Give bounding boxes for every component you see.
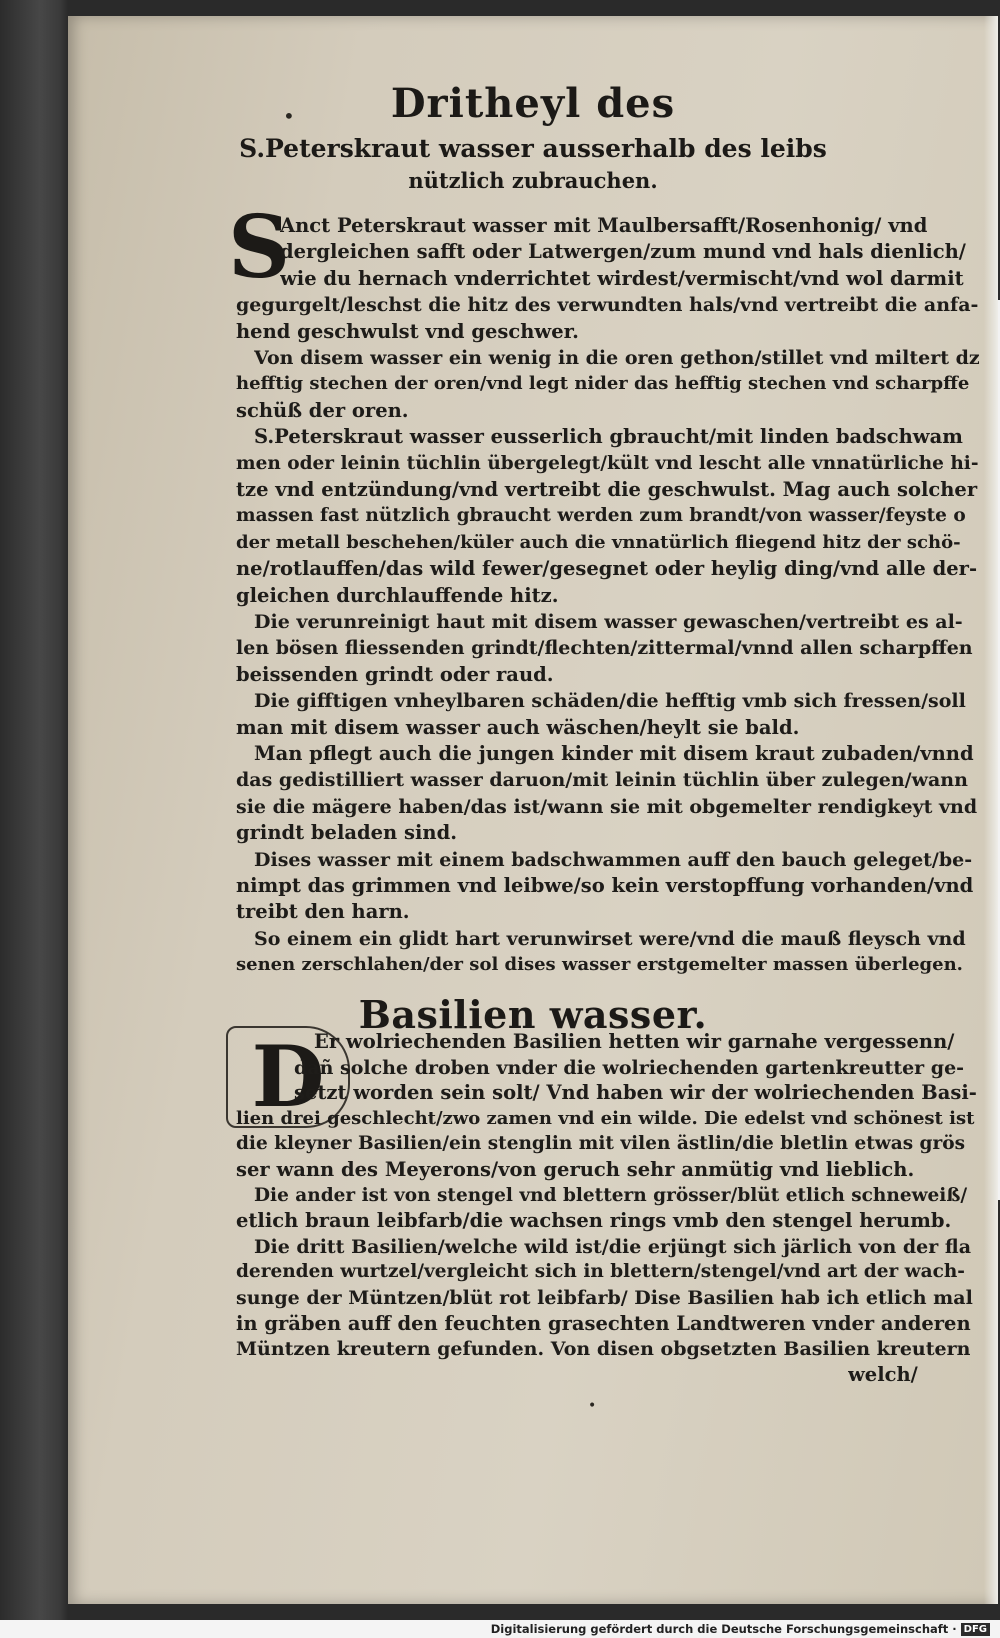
text-line: treibt den harn. [236, 900, 410, 924]
text-line: der metall beschehen/küler auch die vnnatürlich fliegend hitz der schö- [236, 531, 961, 553]
text-line: tze vnd entzündung/vnd vertreibt die geschwulst. Mag auch solcher [236, 478, 978, 501]
text-line: lien drei geschlecht/zwo zamen vnd ein wilde. Die edelst vnd schönest ist [236, 1107, 975, 1129]
text-line: Er wolriechenden Basilien hetten wir garnahe vergessenn/ [314, 1030, 955, 1053]
text-line: massen fast nützlich gbraucht werden zum brandt/von wasser/feyste o [236, 505, 966, 527]
dropcap-s: S [228, 197, 291, 298]
text-line: Von disem wasser ein wenig in die oren gethon/stillet vnd miltert dz [254, 347, 980, 369]
text-line: in gräben auff den feuchten grasechten Landtweren vnder anderen [236, 1311, 971, 1335]
running-head: Dritheyl des [390, 80, 676, 127]
text-line: setzt worden sein solt/ Vnd haben wir der wolriechenden Basi- [294, 1081, 977, 1105]
footer-text: Digitalisierung gefördert durch die Deutsche Forschungsgemeinschaft · [490, 1622, 957, 1636]
text-line: S.Peterskraut wasser eusserlich gbraucht/mit linden badschwam [254, 425, 963, 449]
text-line: wie du hernach vnderrichtet wirdest/vermischt/vnd wol darmit [280, 266, 964, 290]
text-line: nimpt das grimmen vnd leibwe/so kein verstopffung vorhanden/vnd [236, 874, 974, 897]
text-line: sie die mägere haben/das ist/wann sie mit obgemelter rendigkeyt vnd [236, 795, 978, 818]
text-line: Anct Peterskraut wasser mit Maulbersafft/Rosenhonig/ vnd [280, 214, 928, 237]
ink-mark: • [588, 1398, 597, 1414]
text-line: hend geschwulst vnd geschwer. [236, 319, 579, 343]
text-line: Dises wasser mit einem badschwammen auff den bauch geleget/be- [254, 848, 973, 871]
ink-mark: • [283, 104, 295, 128]
text-line: die kleyner Basilien/ein stenglin mit vilen ästlin/die bletlin etwas grös [236, 1133, 965, 1155]
text-line: schüß der oren. [236, 398, 409, 422]
digitization-footer [491, 1621, 990, 1638]
text-line: derenden wurtzel/vergleicht sich in blettern/stengel/vnd art der wach- [236, 1261, 965, 1283]
dfg-logo: DFG [961, 1623, 990, 1636]
text-line: beissenden grindt oder raud. [236, 662, 554, 686]
text-line: man mit disem wasser auch wäschen/heylt sie bald. [236, 715, 800, 739]
text-line: gleichen durchlauffende hitz. [236, 583, 559, 607]
text-line: Man pflegt auch die jungen kinder mit disem kraut zubaden/vnnd [254, 742, 974, 765]
text-line: Die verunreinigt haut mit disem wasser gewaschen/vertreibt es al- [254, 611, 963, 633]
text-line: welch/ [848, 1362, 918, 1386]
text-line: ne/rotlauffen/das wild fewer/gesegnet oder heylig ding/vnd alle der- [236, 557, 978, 581]
text-line: gegurgelt/leschst die hitz des verwundten hals/vnd vertreibt die anfa- [236, 294, 979, 317]
dropcap-d: D [226, 1026, 350, 1128]
text-line: Müntzen kreutern gefunden. Von disen obgsetzten Basilien kreutern [236, 1338, 971, 1361]
text-line: men oder leinin tüchlin übergelegt/kült vnd lescht alle vnnatürliche hi- [236, 452, 979, 474]
text-line: dergleichen safft oder Latwergen/zum mund vnd hals dienlich/ [280, 240, 966, 264]
text-line: Die dritt Basilien/welche wild ist/die erjüngt sich järlich von der fla [254, 1235, 971, 1258]
page-edge [984, 16, 998, 1604]
text-line: grindt beladen sind. [236, 821, 458, 845]
section-heading-peterskraut: S.Peterskraut wasser ausserhalb des leibs [239, 134, 827, 163]
text-line: senen zerschlahen/der sol dises wasser erstgemelter massen überlegen. [236, 954, 963, 976]
text-line: Die gifftigen vnheylbaren schäden/die hefftig vmb sich fressen/soll [254, 690, 966, 713]
text-line: Die ander ist von stengel vnd blettern grösser/blüt etlich schneweiß/ [254, 1184, 968, 1206]
text-line: ser wann des Meyerons/von geruch sehr anmütig vnd lieblich. [236, 1158, 915, 1181]
text-line: So einem ein glidt hart verunwirset were/vnd die mauß fleysch vnd [254, 927, 966, 950]
book-page [68, 16, 998, 1604]
text-line: das gedistilliert wasser daruon/mit leinin tüchlin über zulegen/wann [236, 769, 968, 792]
section-subheading-peterskraut: nützlich zubrauchen. [408, 168, 658, 193]
text-line: len bösen fliessenden grindt/flechten/zittermal/vnnd allen scharpffen [236, 637, 973, 660]
text-line: hefftig stechen der oren/vnd legt nider das hefftig stechen vnd scharpffe [236, 373, 970, 395]
text-line: etlich braun leibfarb/die wachsen rings vmb den stengel herumb. [236, 1209, 952, 1233]
text-line: sunge der Müntzen/blüt rot leibfarb/ Dise Basilien hab ich etlich mal [236, 1287, 973, 1309]
section-heading-basilien: Basilien wasser. [358, 992, 708, 1037]
text-line: dañ solche droben vnder die wolriechenden gartenkreutter ge- [294, 1056, 965, 1079]
